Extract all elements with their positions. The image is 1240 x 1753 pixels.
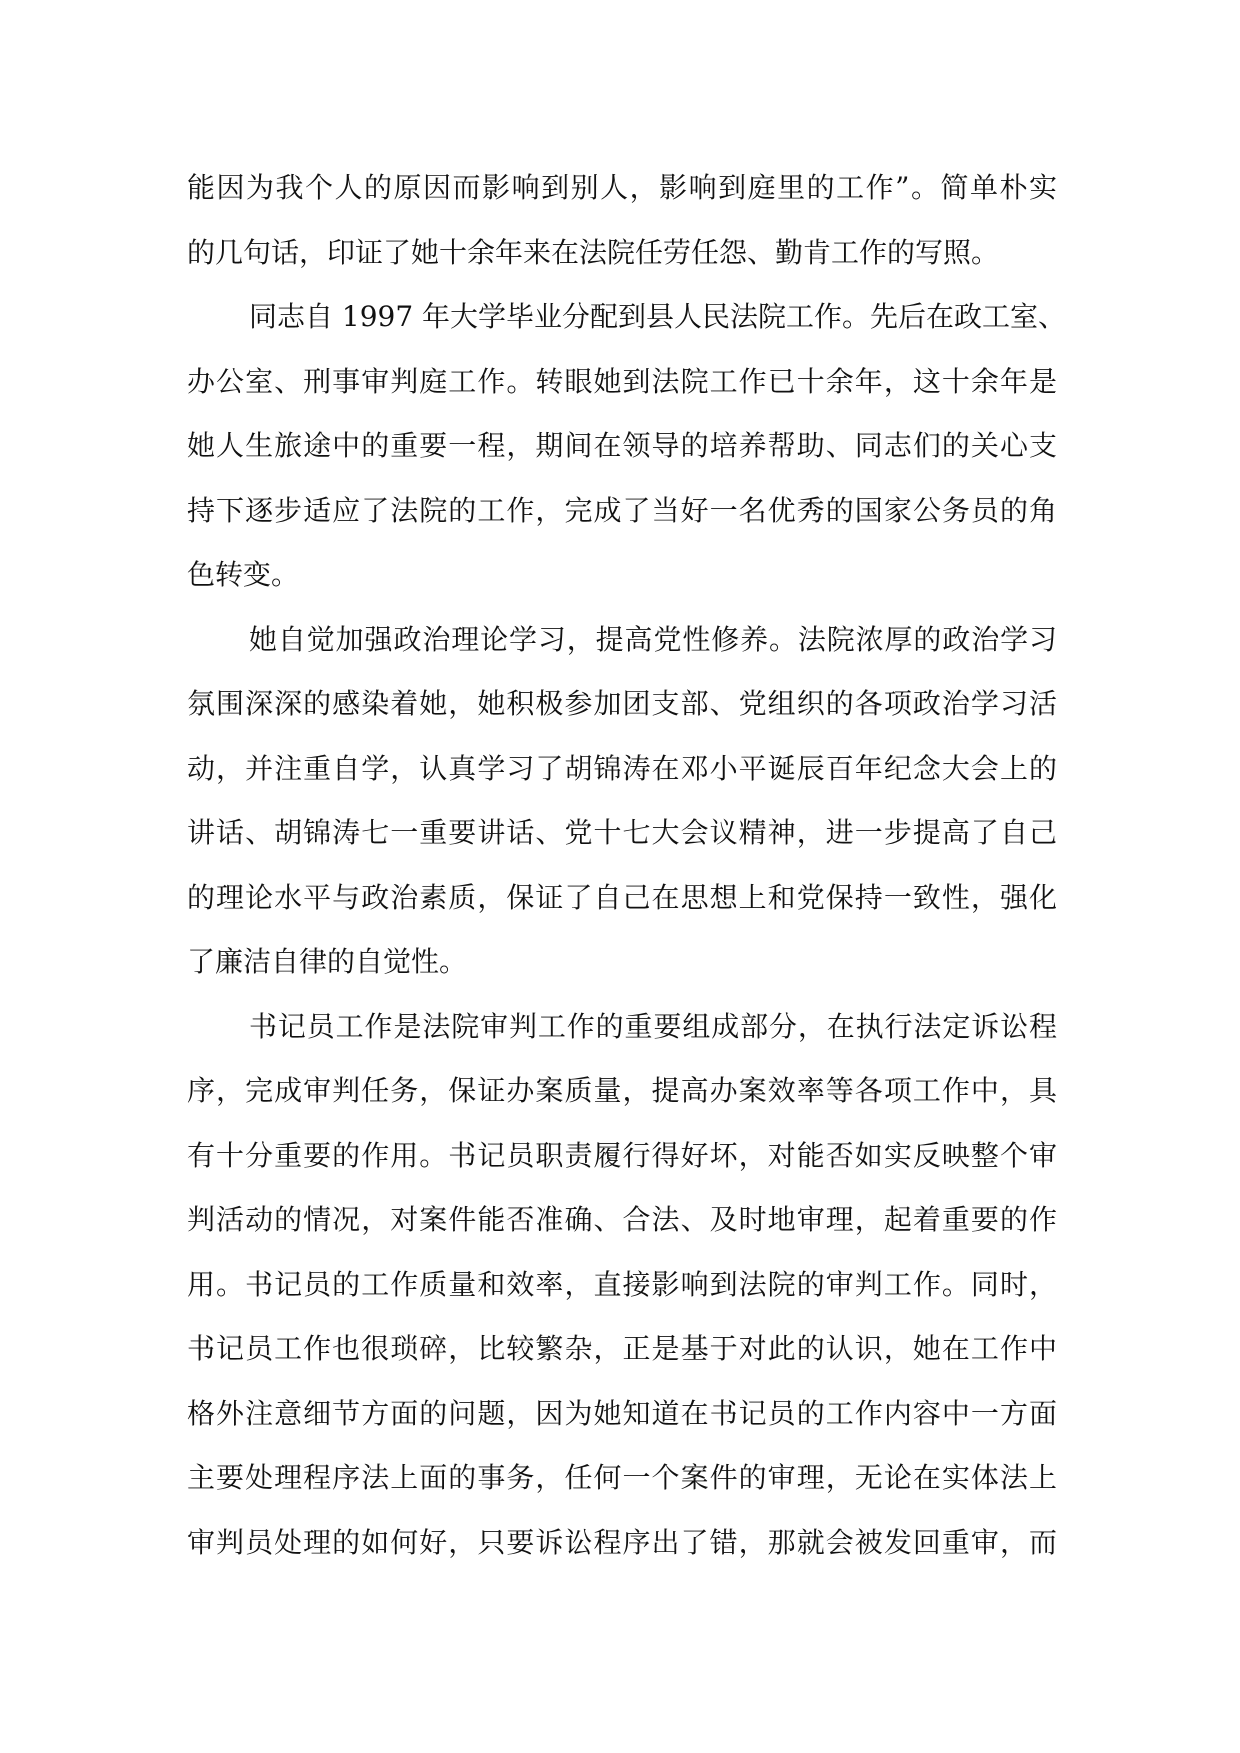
text-line: 能因为我个人的原因而影响到别人，影响到庭里的工作”。简单朴实 — [187, 171, 1057, 204]
text-line: 持下逐步适应了法院的工作，完成了当好一名优秀的国家公务员的角 — [187, 493, 1057, 527]
text-line: 她自觉加强政治理论学习，提高党性修养。法院浓厚的政治学习 — [249, 622, 1057, 656]
text-line: 书记员工作是法院审判工作的重要组成部分，在执行法定诉讼程 — [249, 1009, 1057, 1043]
text-line: 的理论水平与政治素质，保证了自己在思想上和党保持一致性，强化 — [187, 880, 1057, 914]
document-body — [187, 156, 1067, 1575]
text-line: 她人生旅途中的重要一程，期间在领导的培养帮助、同志们的关心支 — [187, 429, 1057, 462]
text-line: 氛围深深的感染着她，她积极参加团支部、党组织的各项政治学习活 — [187, 687, 1057, 720]
text-line: 同志自 1997 年大学毕业分配到县人民法院工作。先后在政工室、 — [249, 300, 1067, 333]
text-line: 用。书记员的工作质量和效率，直接影响到法院的审判工作。同时， — [187, 1267, 1057, 1301]
text-line: 书记员工作也很琐碎，比较繁杂，正是基于对此的认识，她在工作中 — [187, 1332, 1057, 1365]
text-line: 审判员处理的如何好，只要诉讼程序出了错，那就会被发回重审，而 — [187, 1525, 1057, 1559]
text-line: 办公室、刑事审判庭工作。转眼她到法院工作已十余年，这十余年是 — [187, 364, 1057, 398]
text-line: 了廉洁自律的自觉性。 — [187, 945, 468, 978]
text-line: 序，完成审判任务，保证办案质量，提高办案效率等各项工作中，具 — [187, 1074, 1057, 1107]
text-line: 格外注意细节方面的问题，因为她知道在书记员的工作内容中一方面 — [187, 1396, 1057, 1430]
text-line: 判活动的情况，对案件能否准确、合法、及时地审理，起着重要的作 — [187, 1203, 1057, 1236]
text-line: 动，并注重自学，认真学习了胡锦涛在邓小平诞辰百年纪念大会上的 — [187, 751, 1057, 785]
text-line: 色转变。 — [187, 558, 300, 591]
text-line: 主要处理程序法上面的事务，任何一个案件的审理，无论在实体法上 — [187, 1461, 1057, 1494]
text-line: 有十分重要的作用。书记员职责履行得好坏，对能否如实反映整个审 — [187, 1138, 1057, 1172]
text-line: 讲话、胡锦涛七一重要讲话、党十七大会议精神，进一步提高了自己 — [187, 816, 1057, 849]
text-line: 的几句话，印证了她十余年来在法院任劳任怨、勤肯工作的写照。 — [187, 235, 1000, 269]
